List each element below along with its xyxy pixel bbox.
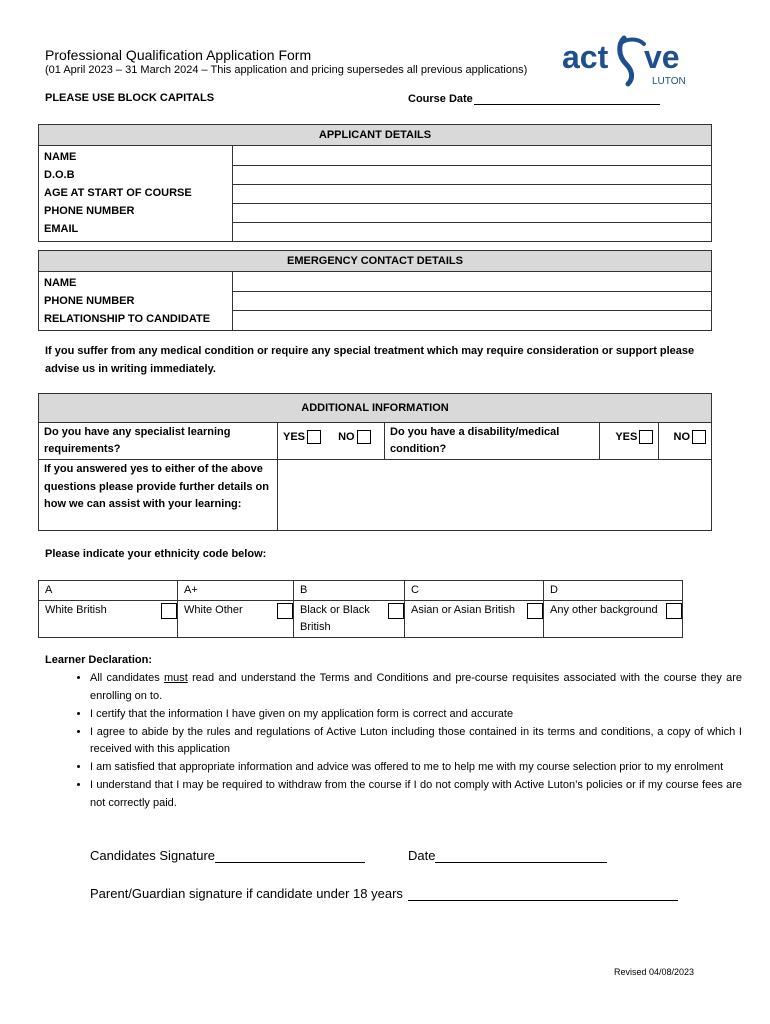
declaration-item-terms-post: read and understand the Terms and Conditions and pre-course requisites associated with the course they are enrolling on to.: [90, 672, 742, 702]
ethnicity-label-c: Asian or Asian British: [405, 601, 528, 638]
ethnicity-b-checkbox[interactable]: [388, 603, 404, 619]
parent-signature-label: Parent/Guardian signature if candidate under 18 years: [90, 886, 403, 901]
ethnicity-code-c: C: [405, 581, 544, 601]
parent-signature-field[interactable]: [90, 886, 678, 901]
emergency-labels: [39, 272, 233, 331]
specialist-yes-label: YES: [283, 430, 306, 443]
ethnicity-a-plus-checkbox[interactable]: [277, 603, 293, 619]
disability-no-cell: [659, 423, 712, 460]
applicant-label-dob: D.O.B: [44, 169, 75, 181]
ethnicity-code-b: B: [294, 581, 405, 601]
specialist-learning-question: Do you have any specialist learning requirements?: [39, 423, 278, 460]
learning-support-input[interactable]: [278, 460, 712, 531]
emergency-phone-input[interactable]: [233, 292, 711, 311]
declaration-item-abide: • I agree to abide by the rules and regulations of Active Luton including those contained in its terms and conditions, a copy of which I received with this application: [90, 724, 742, 759]
ethnicity-label-a: White British: [39, 601, 162, 638]
medical-condition-note: If you suffer from any medical condition or require any special treatment which may require consideration or support please advise us in writing immediately.: [45, 345, 695, 375]
declaration-item-withdraw: • I understand that I may be required to withdraw from the course if I do not comply with Active Luton’s policies or if my course fees are not correctly paid.: [90, 777, 742, 812]
course-date-line[interactable]: [474, 92, 660, 105]
applicant-details-table: [38, 124, 712, 242]
applicant-label-email: EMAIL: [44, 223, 79, 235]
ethnicity-a-checkbox[interactable]: [161, 603, 177, 619]
parent-signature-line[interactable]: [408, 886, 678, 901]
ethnicity-table: [38, 580, 683, 638]
form-title: Professional Qualification Application Form: [45, 47, 312, 63]
svg-text:LUTON: LUTON: [652, 76, 686, 87]
candidate-signature-label: Candidates Signature: [90, 848, 216, 863]
svg-text:act: act: [562, 39, 609, 75]
applicant-phone-input[interactable]: [233, 204, 711, 223]
ethnicity-a-cell: [161, 601, 178, 638]
applicant-dob-input[interactable]: [233, 166, 711, 185]
ethnicity-d-checkbox[interactable]: [666, 603, 682, 619]
emergency-inputs: [233, 272, 712, 331]
applicant-label-name: NAME: [44, 151, 77, 163]
additional-info-heading: ADDITIONAL INFORMATION: [39, 394, 712, 423]
declaration-item-terms-pre: All candidates: [90, 672, 164, 684]
emergency-contact-table: [38, 250, 712, 331]
specialist-no-checkbox[interactable]: [357, 430, 371, 444]
disability-no-checkbox[interactable]: [692, 430, 706, 444]
specialist-no-label: NO: [338, 430, 355, 443]
applicant-email-input[interactable]: [233, 223, 711, 241]
emergency-name-input[interactable]: [233, 272, 711, 292]
ethnicity-question: Please indicate your ethnicity code below:: [45, 548, 267, 560]
disability-question: Do you have a disability/medical condition?: [385, 423, 600, 460]
candidate-signature-field[interactable]: [90, 848, 365, 863]
ethnicity-code-a: A: [39, 581, 178, 601]
applicant-age-input[interactable]: [233, 185, 711, 204]
applicant-labels: [39, 146, 233, 242]
applicant-details-heading: APPLICANT DETAILS: [39, 125, 712, 146]
declaration-item-terms-emphasis: must: [163, 672, 188, 684]
ethnicity-a-plus-cell: [277, 601, 294, 638]
disability-yes-cell: [600, 423, 659, 460]
applicant-name-input[interactable]: [233, 146, 711, 166]
learner-declaration-heading: Learner Declaration:: [45, 654, 152, 666]
disability-no-label: NO: [673, 430, 690, 443]
declaration-item-satisfied: • I am satisfied that appropriate information and advice was offered to me to help me with my course selection prior to my enrolment: [90, 759, 742, 777]
ethnicity-c-checkbox[interactable]: [527, 603, 543, 619]
specialist-yes-checkbox[interactable]: [307, 430, 321, 444]
specialist-learning-options: [278, 423, 385, 460]
applicant-label-age: AGE AT START OF COURSE: [44, 187, 192, 199]
emergency-relationship-input[interactable]: [233, 311, 711, 329]
emergency-label-relationship: RELATIONSHIP TO CANDIDATE: [44, 313, 211, 325]
disability-yes-checkbox[interactable]: [639, 430, 653, 444]
active-luton-logo: [560, 30, 700, 90]
ethnicity-code-a-plus: A+: [178, 581, 294, 601]
emergency-contact-heading: EMERGENCY CONTACT DETAILS: [39, 251, 712, 272]
additional-info-table: [38, 393, 712, 531]
course-date-field[interactable]: [408, 92, 660, 105]
ethnicity-label-a-plus: White Other: [178, 601, 278, 638]
course-date-label: Course Date: [408, 93, 473, 105]
revised-date: Revised 04/08/2023: [614, 967, 695, 977]
applicant-inputs: [233, 146, 712, 242]
ethnicity-code-d: D: [544, 581, 683, 601]
learner-declaration-list: [54, 670, 742, 813]
emergency-label-name: NAME: [44, 277, 77, 289]
ethnicity-label-b: Black or Black British: [294, 601, 389, 638]
disability-yes-label: YES: [615, 430, 638, 443]
candidate-signature-line[interactable]: [215, 848, 365, 863]
signature-date-field[interactable]: [408, 848, 607, 863]
emergency-label-phone: PHONE NUMBER: [44, 295, 135, 307]
ethnicity-c-cell: [527, 601, 544, 638]
signature-date-line[interactable]: [435, 848, 607, 863]
ethnicity-label-d: Any other background: [544, 601, 667, 638]
applicant-label-phone: PHONE NUMBER: [44, 205, 135, 217]
declaration-item-terms: [90, 670, 742, 705]
form-subtitle: (01 April 2023 – 31 March 2024 – This application and pricing supersedes all previous applications): [45, 64, 528, 76]
signature-date-label: Date: [408, 848, 436, 863]
learning-support-question: If you answered yes to either of the above questions please provide further details on how we can assist with your learning:: [39, 460, 278, 531]
declaration-item-certify: • I certify that the information I have given on my application form is correct and accurate: [90, 706, 742, 724]
block-capitals-note: PLEASE USE BLOCK CAPITALS: [45, 92, 215, 104]
svg-text:ve: ve: [644, 39, 680, 75]
ethnicity-d-cell: [666, 601, 683, 638]
ethnicity-b-cell: [388, 601, 405, 638]
